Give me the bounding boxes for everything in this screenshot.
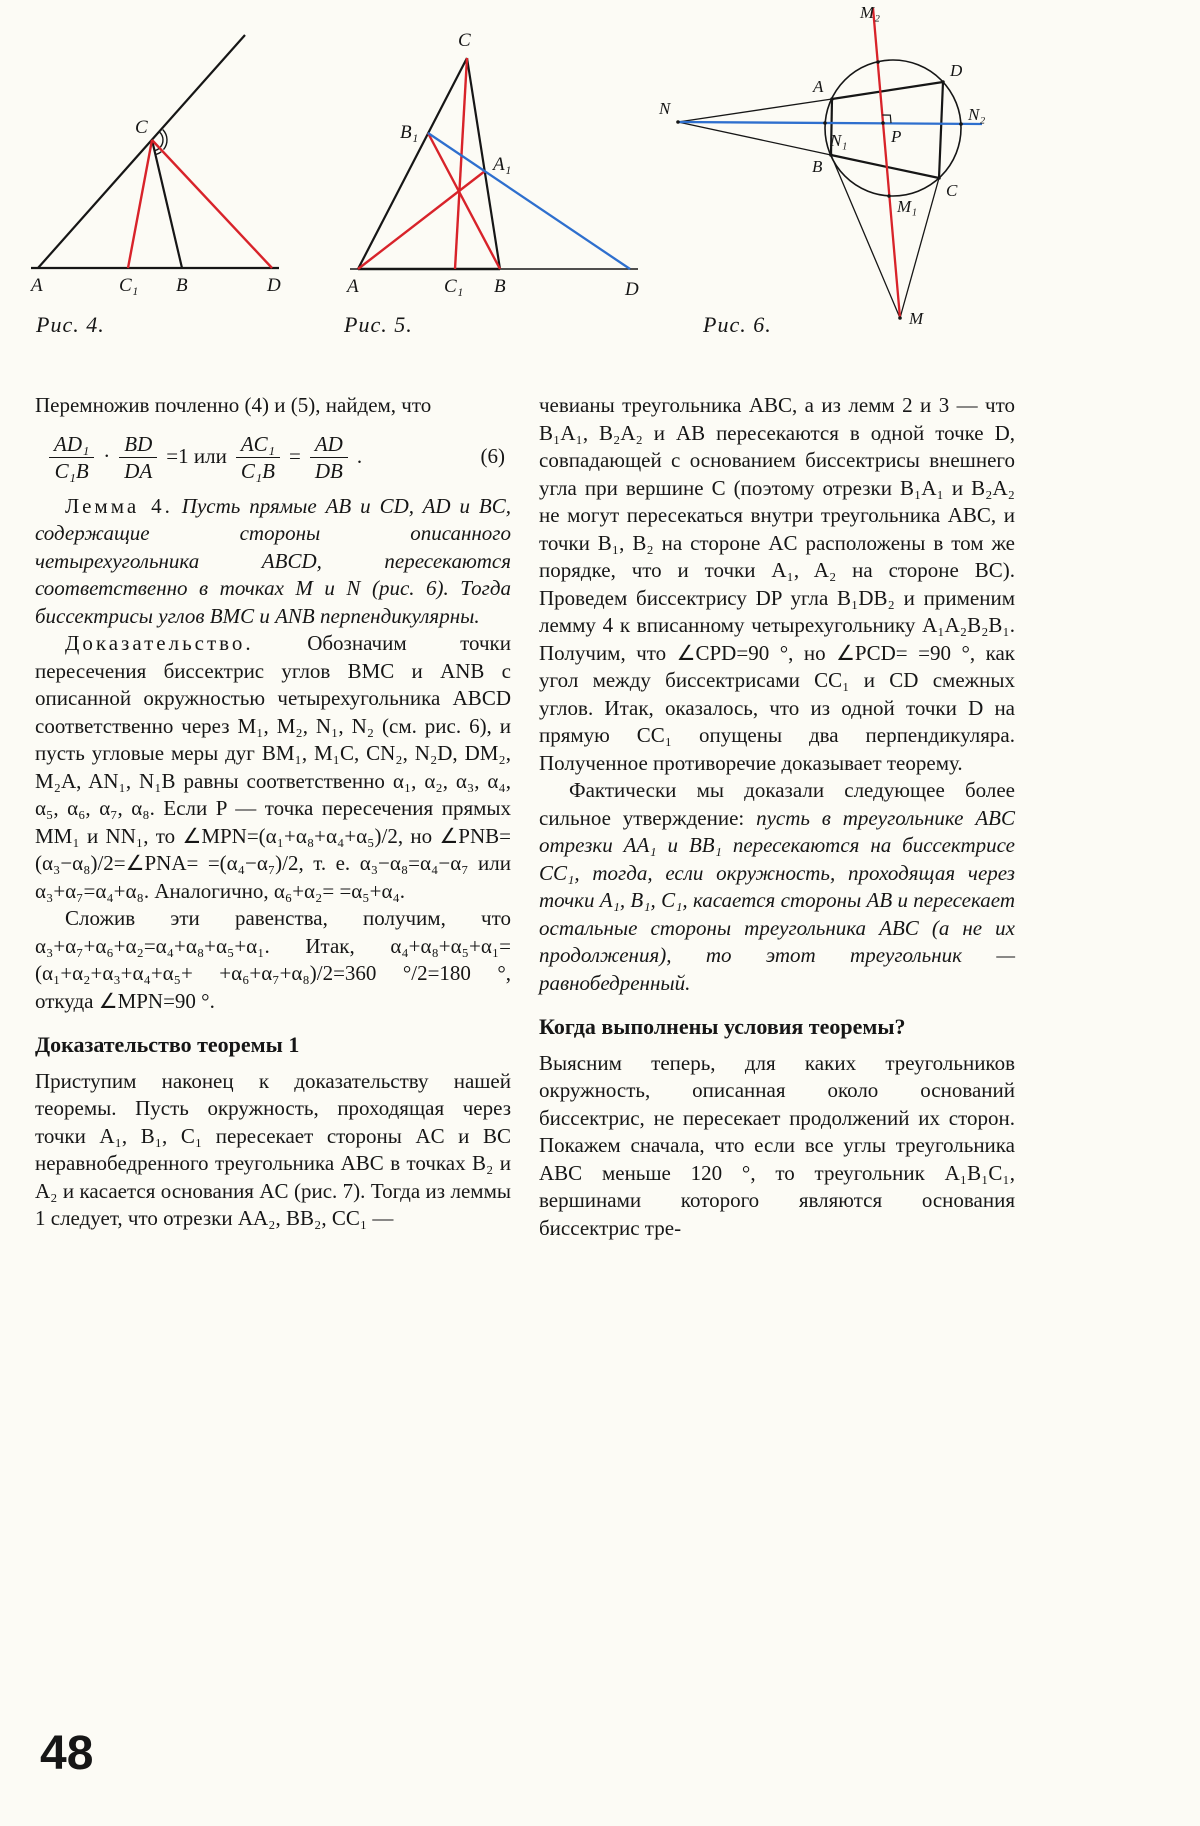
fraction-1: $\frac{\text{AD₁}}{\text{C₁B}}$ xyxy=(49,432,94,483)
page-number: 48 xyxy=(40,1727,94,1780)
figure-5-point-labels xyxy=(345,30,639,300)
figure-4-drawing xyxy=(25,25,330,315)
bisector-red-lines xyxy=(128,140,272,268)
lemma-4-text: Пусть прямые AB и CD, AD и BC, содержащие стороны описанного четырехугольника ABCD, пересекаются соответственно в точках M и N (рис. 6). Тогда биссектрисы углов BMC и ANB перпендикулярны. xyxy=(35,493,511,628)
point-label-C: C xyxy=(135,117,148,138)
point-label-M1: M₁ xyxy=(897,197,918,216)
paragraph-stronger-statement xyxy=(539,777,1015,997)
fraction-3: $\frac{\text{AC₁}}{\text{C₁B}}$ xyxy=(236,432,280,483)
point-label-B1: B₁ xyxy=(400,122,419,143)
fraction-4: $\frac{AD}{DB}$ xyxy=(310,432,348,483)
point-label-C1: C₁ xyxy=(119,275,139,296)
left-column xyxy=(35,392,511,1242)
point-label-A: A xyxy=(347,276,359,297)
point-label-N2: N₂ xyxy=(968,105,986,124)
cevian-red-lines xyxy=(358,58,500,269)
point-label-N: N xyxy=(659,99,671,118)
point-label-B: B xyxy=(494,276,506,297)
figure-6-point-labels xyxy=(658,3,985,328)
heading-conditions: Когда выполнены условия теоремы? xyxy=(539,1014,906,1039)
point-label-C: C xyxy=(946,181,958,200)
heading-proof-theorem-1: Доказательство теоремы 1 xyxy=(35,1032,300,1058)
lemma-4-label: Лемма 4. xyxy=(65,493,173,518)
triangle-lines xyxy=(31,35,279,268)
bisector-MM1-red-line xyxy=(873,8,900,318)
equation-number: (6) xyxy=(480,444,505,469)
point-label-A1: A₁ xyxy=(493,154,512,175)
point-label-C1: C₁ xyxy=(444,276,464,297)
paragraph-sum: Сложив эти равенства, получим, что α₃+α₇+α₆+α₂=α₄+α₈+α₅+α₁. Итак, α₄+α₈+α₅+α₁=(α₁+α₂+α₃+α₄+α₅+ +α₆+α₇+α₈)/2=360 °/2=180 °, откуда ∠MPN=90 °. xyxy=(35,906,511,1013)
point-label-M: M xyxy=(909,309,924,328)
point-label-C: C xyxy=(458,30,471,51)
paragraph-continued: чевианы треугольника ABC, а из лемм 2 и 3 — что B₁A₁, B₂A₂ и AB пересекаются в одной точке D, совпадающей с основанием биссектрисы внешнего угла при вершине C (поэтому отрезки B₁A₁ и B₂A₂ не могут пересекаться внутри треугольника ABC, и точки B₁, B₂ на стороне AC расположены в том же порядке, что и точки A₁, A₂ на стороне BC). Проведем биссектрису DP угла B₁DB₂ и применим лемму 4 к вписанному четырехугольнику A₁A₂B₂B₁. Получим, что ∠CPD=90 °, но ∠PCD= =90 °, как угол между биссектрисами CC₁ и CD смежных углов. Итак, оказалось, что из одной точки D на прямую CC₁ опущены два перпендикуляра. Полученное противоречие доказывает теорему. xyxy=(539,393,1015,775)
multiplication-dot: · xyxy=(103,444,111,469)
article-body xyxy=(35,392,1015,1242)
point-label-B: B xyxy=(176,275,188,296)
point-label-A: A xyxy=(31,275,43,296)
stronger-statement-intro: Фактически мы доказали следующее более сильное утверждение: xyxy=(539,778,1015,830)
stronger-statement-italic: пусть в треугольнике ABC отрезки AA₁ и BB₁ пересекаются на биссектрисе CC₁, тогда, если окружность, проходящая через точки A₁, B₁, C₁, касается стороны AB и пересекает остальные стороны треугольника ABC (а не их продолжения), то этот треугольник — равнобедренный. xyxy=(539,805,1015,995)
bisector-NN1-blue-line xyxy=(678,122,982,124)
figure-5-drawing xyxy=(330,20,655,320)
point-label-D: D xyxy=(267,275,281,296)
right-column xyxy=(539,392,1015,1242)
figure-4-caption: Рис. 4. xyxy=(36,312,105,337)
paragraph-lemma-4 xyxy=(35,493,511,631)
equation-mid-text: =1 или xyxy=(166,444,227,469)
equation-6 xyxy=(49,432,511,483)
proof-label: Доказательство. xyxy=(65,631,254,656)
point-label-D: D xyxy=(950,61,963,80)
point-label-D: D xyxy=(625,279,639,300)
equals-sign: = xyxy=(289,444,301,469)
point-label-B: B xyxy=(812,157,823,176)
point-label-A: A xyxy=(813,77,824,96)
paragraph-conditions: Выясним теперь, для каких треугольников окружность, описанная около оснований биссектрис, не пересекает продолжений их сторон. Покажем сначала, что если все углы треугольника ABC меньше 120 °, то треугольник A₁B₁C₁, вершинами которого являются основания биссектрис тре- xyxy=(539,1050,1015,1240)
paragraph-proof-theorem: Приступим наконец к доказательству нашей теоремы. Пусть окружность, проходящая через точки A₁, B₁, C₁ пересекает стороны AC и BC неравнобедренного треугольника ABC в точках B₂ и A₂ и касается основания AC (рис. 7). Тогда из леммы 1 следует, что отрезки AA₂, BB₂, CC₁ — xyxy=(35,1068,511,1231)
figure-6-caption: Рис. 6. xyxy=(703,312,772,337)
equation-period: . xyxy=(356,444,363,469)
paragraph-proof-lemma xyxy=(35,630,511,905)
point-label-N1: N₁ xyxy=(830,131,848,150)
fraction-2: $\frac{BD}{DA}$ xyxy=(119,432,157,483)
point-label-M2: M₂ xyxy=(860,3,881,22)
figure-5-caption: Рис. 5. xyxy=(344,312,413,337)
paragraph-intro: Перемножив почленно (4) и (5), найдем, что xyxy=(35,393,432,417)
point-label-P: P xyxy=(891,127,902,146)
figure-6-drawing xyxy=(650,0,1050,340)
proof-text: Обозначим точки пересечения биссектрис углов BMC и ANB с описанной окружностью четырехугольника ABCD соответственно через M₁, M₂, N₁, N₂ (см. рис. 6), и пусть угловые меры дуг BM₁, M₁C, CN₂, N₂D, DM₂, M₂A, AN₁, N₁B равны соответственно α₁, α₂, α₃, α₄, α₅, α₆, α₇, α₈. Если P — точка пересечения прямых MM₁ и NN₁, то ∠MPN=(α₁+α₈+α₄+α₅)/2, но ∠PNB=(α₃−α₈)/2=∠PNA= =(α₄−α₇)/2, т. е. α₃−α₈=α₄−α₇ или α₃+α₇=α₄+α₈. Аналогично, α₆+α₂= =α₅+α₄. xyxy=(35,631,511,903)
